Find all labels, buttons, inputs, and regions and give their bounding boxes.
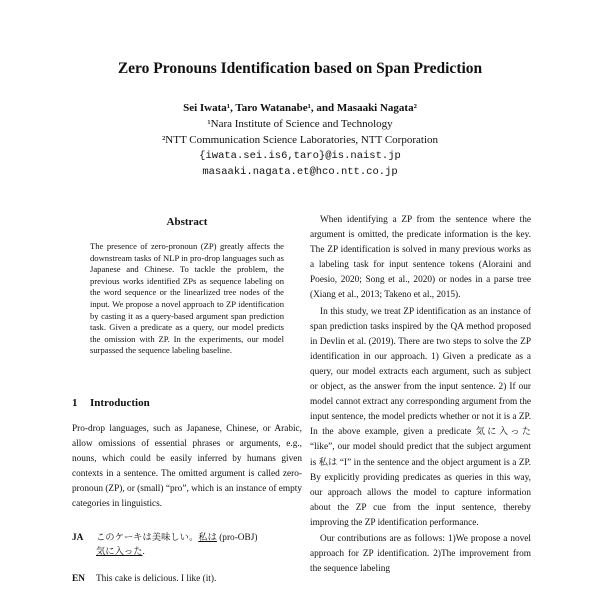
paper-title: Zero Pronouns Identification based on Span Prediction: [117, 60, 483, 77]
author-block: [0, 100, 600, 180]
email-2: masaaki.nagata.et@hco.ntt.co.jp: [202, 166, 398, 178]
right-paragraph-2: In this study, we treat ZP identification as an instance of span prediction tasks inspired by the QA method proposed in Devlin et al. (2019). There are two steps to solve the ZP identification in our approach. 1) Given a predicate as a query, our model extracts each argument, such as subject or object, as the answer from the input sentence. 2) If our model cannot extract any corresponding argument from the input sentence, the model predicts whether or not it is a ZP. In the above example, given a predicate 気に入った “like”, our model should predict that the subject argument is 私は “I” in the sentence and the object argument is a ZP. By explicitly providing predicates as queries in this way, our approach allows the model to capture information about the ZP cue from the input sentence, thereby improving the ZP identification performance.: [310, 306, 531, 528]
right-column: [310, 213, 531, 577]
example-ja-subject: 私は: [198, 533, 217, 543]
example-ja-body: [96, 531, 302, 559]
example-english: [72, 572, 302, 586]
abstract-text: The presence of zero-pronoun (ZP) greatly affects the downstream tasks of NLP in pro-drop languages such as Japanese and Chinese. To tackle the problem, the previous works identified ZPs as sequence labeling on the word sequence or the linearlized tree nodes of the input. We propose a novel approach to ZP identification by casting it as a query-based argument span prediction task. Given a predicate as a query, our model predicts the omission with ZP. In the experiments, our model surpassed the sequence labeling baseline.: [90, 241, 284, 356]
example-ja-sentence-1: このケーキは美味しい。: [96, 533, 199, 543]
example-en-text: This cake is delicious. I like (it).: [96, 574, 217, 584]
right-paragraph-1: When identifying a ZP from the sentence where the argument is omitted, the predicate information is the key. The ZP identification is solved in many previous works as a labeling task for input sentence tokens (Aloraini and Poesio, 2020; Song et al., 2020) or nodes in a parse tree (Xiang et al., 2013; Takeno et al., 2015).: [310, 215, 531, 301]
example-ja-pro-obj: (pro-OBJ): [216, 533, 258, 543]
right-paragraph-3: Our contributions are as follows: 1)We propose a novel approach for ZP identification. 2)The improvement from the sequence labeling: [310, 533, 531, 575]
example-japanese: [72, 531, 302, 559]
section-number: 1: [72, 397, 78, 409]
example-ja-period: .: [142, 547, 145, 557]
example-ja-predicate: 気に入った: [96, 547, 143, 557]
example-tag-ja: JA: [72, 533, 84, 543]
section-heading-introduction: [72, 397, 150, 409]
email-1: {iwata.sei.is6,taro}@is.naist.jp: [199, 150, 401, 162]
introduction-text: Pro-drop languages, such as Japanese, Chinese, or Arabic, allow omissions of essential phrases or arguments, e.g., nouns, which could be easily inferred by humans given contexts in a sentence. The omitted argument is called zero-pronoun (ZP), or (small) “pro”, which is an instance of empty categories in linguistics.: [72, 424, 302, 510]
author-names: Sei Iwata¹, Taro Watanabe¹, and Masaaki Nagata²: [183, 102, 417, 114]
affiliation-2: ²NTT Communication Science Laboratories, NTT Corporation: [162, 134, 438, 146]
section-title: Introduction: [90, 397, 150, 409]
example-tag-en: EN: [72, 574, 85, 584]
abstract-heading: Abstract: [166, 216, 208, 228]
affiliation-1: ¹Nara Institute of Science and Technology: [207, 118, 393, 130]
